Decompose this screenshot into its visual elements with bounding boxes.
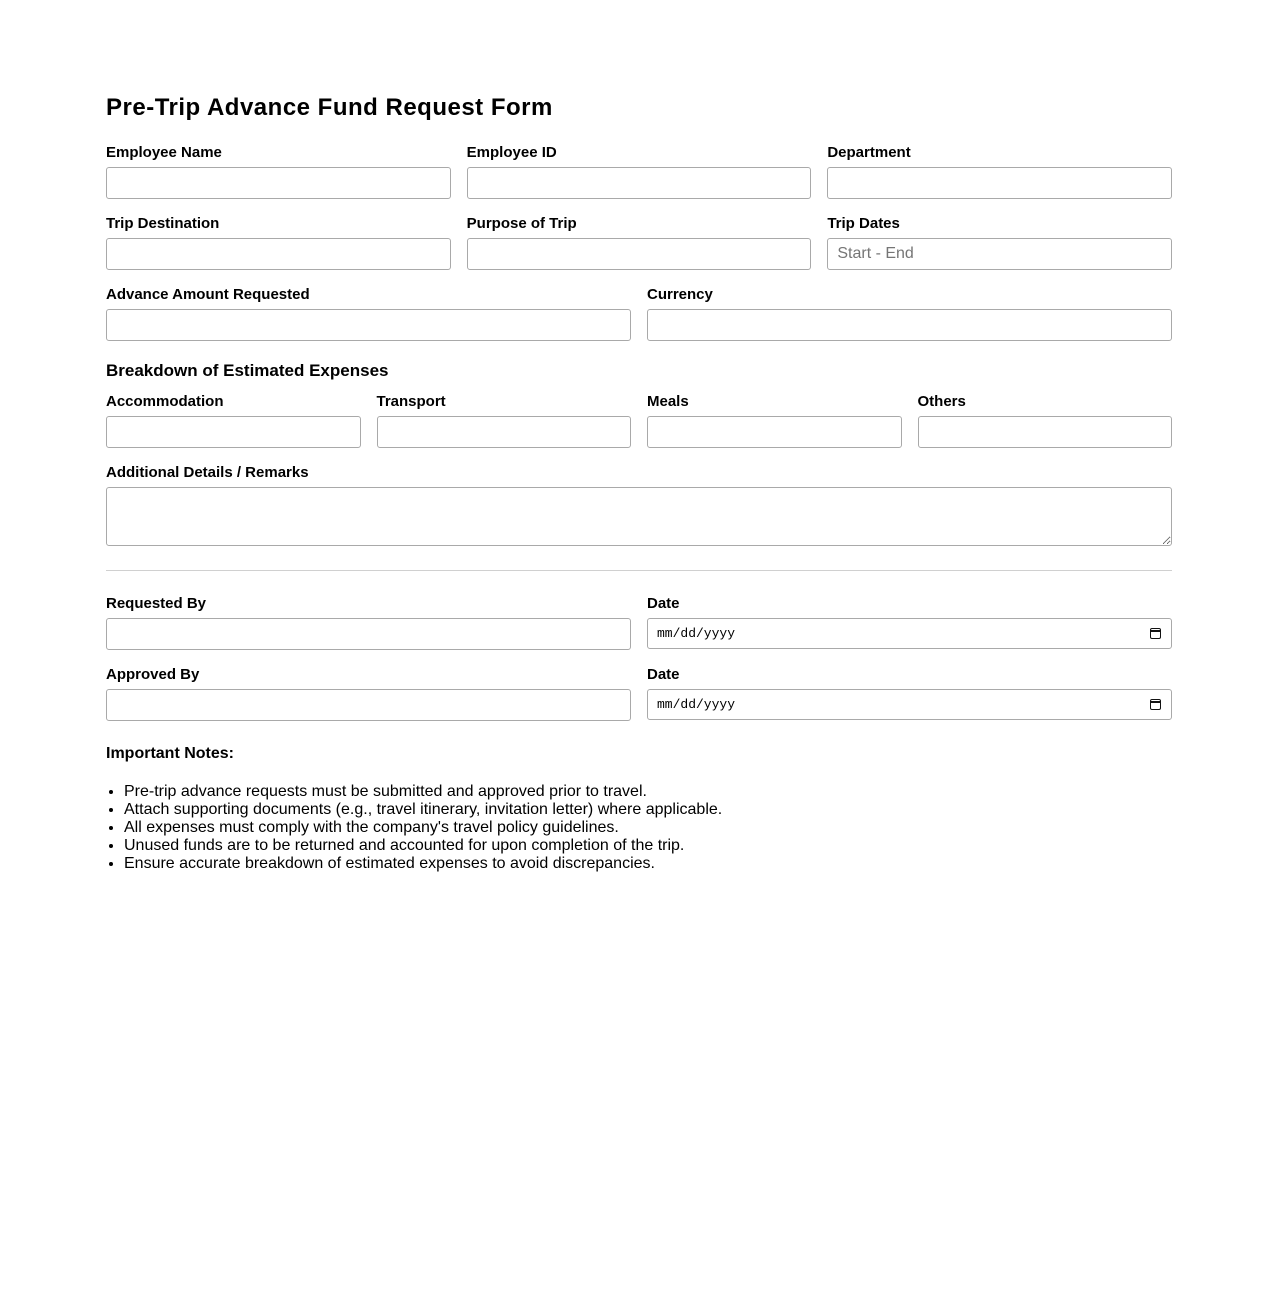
trip-destination-input[interactable] xyxy=(106,238,451,270)
remarks-textarea[interactable] xyxy=(106,487,1172,546)
requested-date-label: Date xyxy=(647,595,680,612)
requested-by-label: Requested By xyxy=(106,595,207,612)
form-page xyxy=(106,0,1172,873)
list-item: • Unused funds are to be returned and accounted for upon completion of the trip. xyxy=(124,837,1172,855)
transport-input[interactable] xyxy=(377,416,632,448)
purpose-of-trip-label: Purpose of Trip xyxy=(466,215,577,232)
remarks-label: Additional Details / Remarks xyxy=(106,464,309,481)
row-breakdown xyxy=(106,393,1172,448)
requested-date-input[interactable] xyxy=(647,618,1172,649)
approved-date-group xyxy=(647,666,1172,721)
approved-date-value: mm/dd/yyyy xyxy=(657,697,736,712)
row-amount xyxy=(106,286,1172,341)
currency-group xyxy=(647,286,1172,341)
advance-amount-label: Advance Amount Requested xyxy=(106,286,310,303)
employee-id-label: Employee ID xyxy=(466,144,557,161)
section-divider xyxy=(106,570,1172,571)
row-requested xyxy=(106,595,1172,650)
transport-group xyxy=(377,393,632,448)
row-remarks xyxy=(106,464,1172,546)
notes-title: Important Notes: xyxy=(106,745,234,762)
accommodation-label: Accommodation xyxy=(106,393,224,410)
list-item: • All expenses must comply with the company's travel policy guidelines. xyxy=(124,819,1172,837)
approved-date-input[interactable] xyxy=(647,689,1172,720)
requested-date-value: mm/dd/yyyy xyxy=(657,626,736,641)
others-input[interactable] xyxy=(918,416,1173,448)
meals-group xyxy=(647,393,902,448)
row-employee xyxy=(106,144,1172,199)
employee-name-input[interactable] xyxy=(106,167,451,199)
requested-by-input[interactable] xyxy=(106,618,631,650)
accommodation-input[interactable] xyxy=(106,416,361,448)
list-item: • Attach supporting documents (e.g., travel itinerary, invitation letter) where applicable. xyxy=(124,801,1172,819)
trip-dates-input[interactable] xyxy=(827,238,1172,270)
purpose-of-trip-input[interactable] xyxy=(467,238,812,270)
employee-name-group xyxy=(106,144,451,199)
calendar-icon[interactable] xyxy=(1150,628,1161,639)
currency-label: Currency xyxy=(647,286,713,303)
requested-date-group xyxy=(647,595,1172,650)
approved-by-input[interactable] xyxy=(106,689,631,721)
currency-input[interactable] xyxy=(647,309,1172,341)
trip-destination-group xyxy=(106,215,451,270)
approved-date-label: Date xyxy=(647,666,680,683)
approved-by-label: Approved By xyxy=(106,666,200,683)
department-group xyxy=(827,144,1172,199)
employee-id-group xyxy=(467,144,812,199)
form-title: Pre-Trip Advance Fund Request Form xyxy=(106,94,553,121)
requested-by-group xyxy=(106,595,631,650)
remarks-group xyxy=(106,464,1172,546)
list-item: • Ensure accurate breakdown of estimated expenses to avoid discrepancies. xyxy=(124,855,1172,873)
employee-name-label: Employee Name xyxy=(106,144,222,161)
trip-dates-group xyxy=(827,215,1172,270)
others-label: Others xyxy=(917,393,966,410)
transport-label: Transport xyxy=(376,393,446,410)
list-item: • Pre-trip advance requests must be submitted and approved prior to travel. xyxy=(124,783,1172,801)
advance-amount-group xyxy=(106,286,631,341)
department-label: Department xyxy=(827,144,911,161)
notes-list xyxy=(106,783,1172,873)
meals-input[interactable] xyxy=(647,416,902,448)
advance-amount-input[interactable] xyxy=(106,309,631,341)
row-trip xyxy=(106,215,1172,270)
approved-by-group xyxy=(106,666,631,721)
breakdown-title: Breakdown of Estimated Expenses xyxy=(106,361,389,380)
trip-dates-label: Trip Dates xyxy=(827,215,900,232)
trip-destination-label: Trip Destination xyxy=(106,215,220,232)
calendar-icon[interactable] xyxy=(1150,699,1161,710)
meals-label: Meals xyxy=(647,393,689,410)
others-group xyxy=(918,393,1173,448)
purpose-of-trip-group xyxy=(467,215,812,270)
accommodation-group xyxy=(106,393,361,448)
employee-id-input[interactable] xyxy=(467,167,812,199)
row-approved xyxy=(106,666,1172,721)
department-input[interactable] xyxy=(827,167,1172,199)
